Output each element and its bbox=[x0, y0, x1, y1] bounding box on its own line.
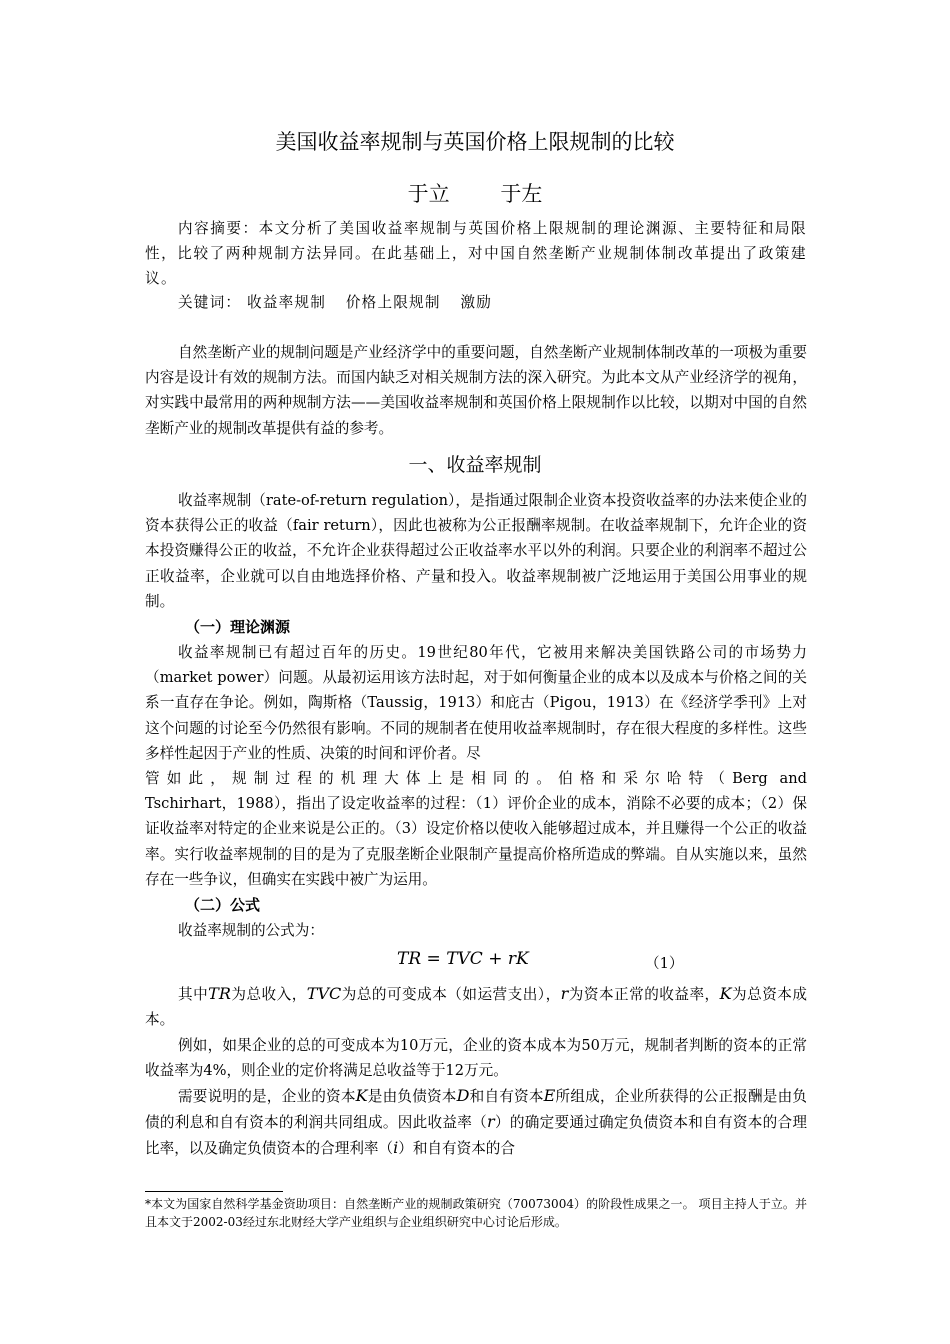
text-span: 为总收入， bbox=[230, 986, 307, 1004]
author-name: 于左 bbox=[500, 182, 543, 206]
formula-intro: 收益率规制的公式为： bbox=[178, 922, 324, 940]
math-var: E bbox=[543, 1086, 556, 1106]
math-var: TVC bbox=[306, 984, 342, 1004]
footnote-divider bbox=[145, 1191, 283, 1192]
formula: TR = TVC + rK bbox=[397, 949, 529, 970]
keyword: 收益率规制 bbox=[247, 294, 327, 311]
subsection-heading: （一）理论渊源 bbox=[185, 618, 291, 637]
intro-paragraph: 自然垄断产业的规制问题是产业经济学中的重要问题，自然垄断产业规制体制改革的一项极为重要内容是设计有效的规制方法。而国内缺乏对相关规制方法的深入研究。为此本文从产业经济学的视角，对实践中最常用的两种规制方法——美国收益率规制和英国价格上限规制作以比较，以期对中国的自然垄断产业的规制改革提供有益的参考。 bbox=[145, 344, 807, 437]
paragraph: 收益率规制已有超过百年的历史。19世纪80年代，它被用来解决美国铁路公司的市场势力（market power）问题。从最初运用该方法时起，对于如何衡量企业的成本以及成本与价格之间的关系一直存在争论。例如，陶斯格（Taussig，1913）和庇古（Pigou，1913）在《经济学季刊》上对这个问题的讨论至今仍然很有影响。不同的规制者在使用收益率规制时，存在很大程度的多样性。这些多样性起因于产业的性质、决策的时间和评价者。尽 bbox=[145, 644, 807, 762]
abstract bbox=[145, 216, 807, 292]
math-var: K bbox=[719, 984, 732, 1004]
text-span: 和自有资本 bbox=[469, 1088, 544, 1106]
paragraph-line: 管如此，规制过程的机理大体上是相同的。伯格和采尔哈特（Berg and bbox=[145, 770, 807, 788]
subsection-heading: （二）公式 bbox=[185, 896, 261, 915]
text-span: ）的确定要通过确定负债资本和自有资本的合理比率，以及确定负债资本的合理利率（ bbox=[145, 1114, 807, 1158]
text-span: 为资本正常的收益率， bbox=[568, 986, 720, 1004]
keywords-label: 关键词： bbox=[178, 294, 242, 311]
math-var: D bbox=[456, 1086, 470, 1106]
text-span: ）和自有资本的合 bbox=[398, 1140, 515, 1158]
text-span: 需要说明的是，企业的资本 bbox=[178, 1088, 356, 1106]
paragraph: 收益率规制（rate-of-return regulation），是指通过限制企业资本投资收益率的办法来使企业的资本获得公正的收益（fair return），因此也被称为公正报酬率规制。在收益率规制下，允许企业的资本投资赚得公正的收益，不允许企业获得超过公正收益率水平以外的利润。只要企业的利润率不超过公正收益率，企业就可以自由地选择价格、产量和投入。收益率规制被广泛地运用于美国公用事业的规制。 bbox=[145, 492, 807, 610]
footnote: *本文为国家自然科学基金资助项目：自然垄断产业的规制政策研究（70073004）的阶段性成果之一。 项目主持人于立。并且本文于2002-03经过东北财经大学产业组织与企业组织研究中心讨论后形成。 bbox=[145, 1197, 807, 1229]
text-span: 为总的可变成本（如运营支出）， bbox=[341, 986, 561, 1004]
paper-title: 美国收益率规制与英国价格上限规制的比较 bbox=[275, 130, 675, 154]
text-span: 所组成，企业所获得的公正报酬是由负债的利息和自有资本的利润共同组成。因此收益率（ bbox=[145, 1088, 807, 1132]
author-name: 于立 bbox=[407, 182, 450, 206]
math-var: r bbox=[487, 1112, 495, 1132]
paragraph: 例如，如果企业的总的可变成本为10万元，企业的资本成本为50万元，规制者判断的资本的正常收益率为4%，则企业的定价将满足总收益等于12万元。 bbox=[145, 1036, 807, 1079]
capital-paragraph bbox=[145, 1083, 807, 1162]
author-list bbox=[145, 178, 805, 208]
equation-number: （1） bbox=[645, 955, 684, 973]
keyword: 激励 bbox=[460, 294, 493, 311]
keyword: 价格上限规制 bbox=[345, 294, 441, 311]
text-span: 其中 bbox=[178, 986, 209, 1004]
math-var: TR bbox=[208, 984, 231, 1004]
math-var: i bbox=[393, 1138, 399, 1158]
keywords bbox=[145, 290, 807, 315]
introduction bbox=[145, 340, 807, 441]
variable-definitions bbox=[145, 981, 807, 1032]
text-span: 为总资本成本。 bbox=[145, 986, 807, 1029]
text-span: 是由负债资本 bbox=[367, 1088, 457, 1106]
section-heading: 一、收益率规制 bbox=[408, 454, 542, 476]
paragraph: Tschirhart，1988），指出了设定收益率的过程：（1）评价企业的成本，消除不必要的成本；（2）保证收益率对特定的企业来说是公正的。（3）设定价格以使收入能够超过成本，并且赚得一个公正的收益率。实行收益率规制的目的是为了克服垄断企业限制产量提高价格所造成的弊端。自从实施以来，虽然存在一些争议，但确实在实践中被广为运用。 bbox=[145, 795, 807, 888]
abstract-text: 内容摘要：本文分析了美国收益率规制与英国价格上限规制的理论渊源、主要特征和局限性，比较了两种规制方法异同。在此基础上，对中国自然垄断产业规制体制改革提出了政策建议。 bbox=[145, 220, 807, 288]
math-var: K bbox=[355, 1086, 368, 1106]
equation bbox=[145, 943, 807, 981]
section-body bbox=[145, 488, 807, 1162]
math-var: r bbox=[560, 984, 569, 1004]
